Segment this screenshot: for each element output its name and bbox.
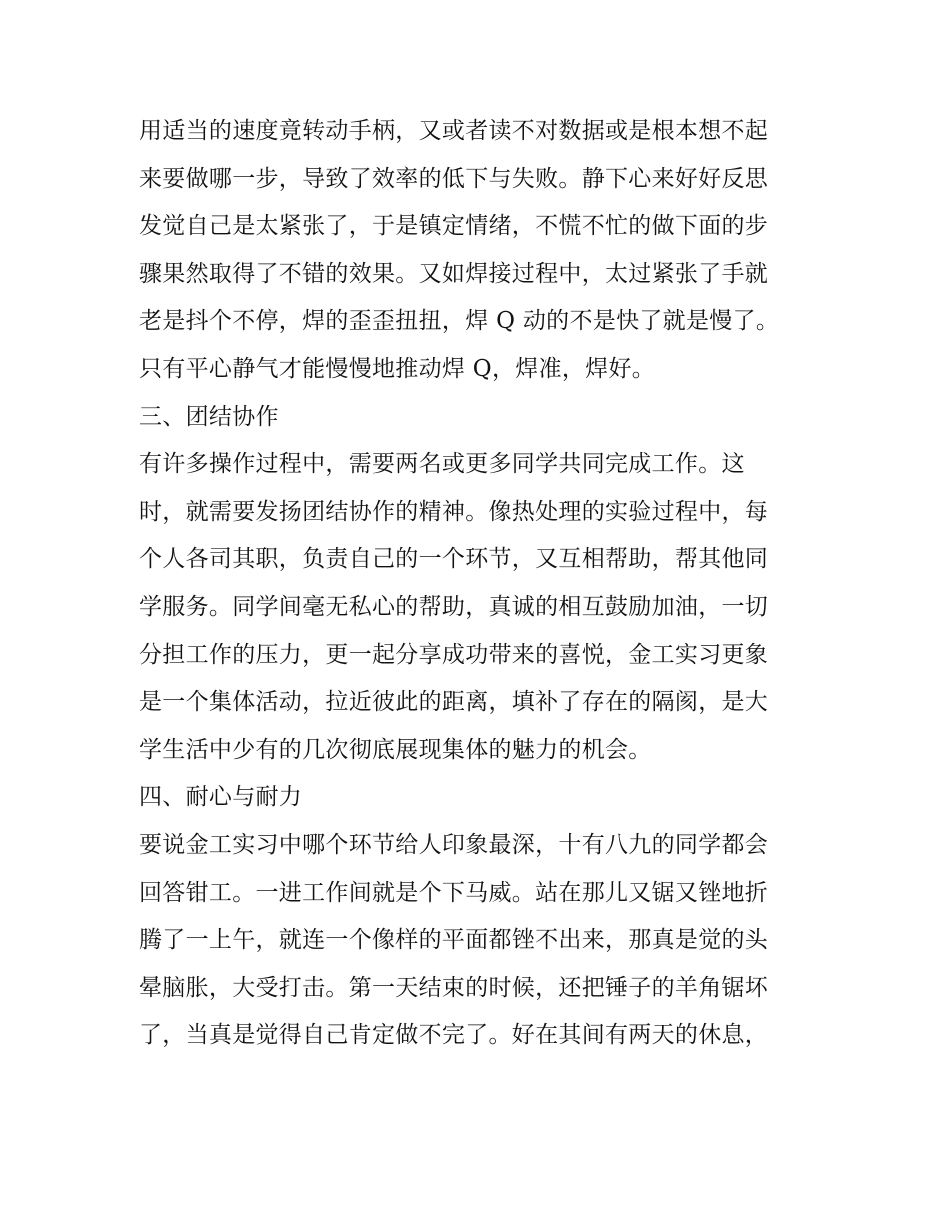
paragraph-line: 骤果然取得了不错的效果。又如焊接过程中，太过紧张了手就 [139, 260, 769, 287]
paragraph-line: 老是抖个不停，焊的歪歪扭扭，焊 Q 动的不是快了就是慢了。 [139, 308, 780, 335]
paragraph-line: 用适当的速度竟转动手柄，又或者读不对数据或是根本想不起 [139, 118, 769, 144]
document-body [139, 108, 819, 1060]
paragraph-line: 是一个集体活动，拉近彼此的距离，填补了存在的隔阂，是大 [139, 689, 769, 716]
paragraph-line: 学生活中少有的几次彻底展现集体的魅力的机会。 [139, 736, 652, 763]
paragraph-line: 分担工作的压力，更一起分享成功带来的喜悦，金工实习更象 [139, 641, 769, 668]
paragraph-line: 只有平心静气才能慢慢地推动焊 Q，焊准，焊好。 [139, 355, 656, 382]
paragraph-line: 发觉自己是太紧张了，于是镇定情绪，不慌不忙的做下面的步 [139, 213, 769, 240]
paragraph-line: 了，当真是觉得自己肯定做不完了。好在其间有两天的休息， [139, 1022, 769, 1049]
paragraph-line: 来要做哪一步，导致了效率的低下与失败。静下心来好好反思 [139, 165, 769, 192]
paragraph-line: 回答钳工。一进工作间就是个下马威。站在那儿又锯又锉地折 [139, 879, 769, 906]
section-heading-teamwork: 三、团结协作 [139, 403, 279, 430]
paragraph-line: 学服务。同学间毫无私心的帮助，真诚的相互鼓励加油，一切 [139, 593, 769, 620]
paragraph-line: 腾了一上午，就连一个像样的平面都锉不出来，那真是觉的头 [139, 927, 769, 954]
paragraph-line: 晕脑胀，大受打击。第一天结束的时候，还把锤子的羊角锯坏 [139, 974, 769, 1001]
paragraph-line: 有许多操作过程中，需要两名或更多同学共同完成工作。这 [139, 451, 745, 478]
paragraph-line: 时，就需要发扬团结协作的精神。像热处理的实验过程中，每 [139, 498, 769, 525]
section-heading-patience: 四、耐心与耐力 [139, 784, 303, 811]
paragraph-line: 要说金工实习中哪个环节给人印象最深，十有八九的同学都会 [139, 831, 769, 858]
paragraph-line: 个人各司其职，负责自己的一个环节，又互相帮助，帮其他同 [139, 546, 769, 573]
